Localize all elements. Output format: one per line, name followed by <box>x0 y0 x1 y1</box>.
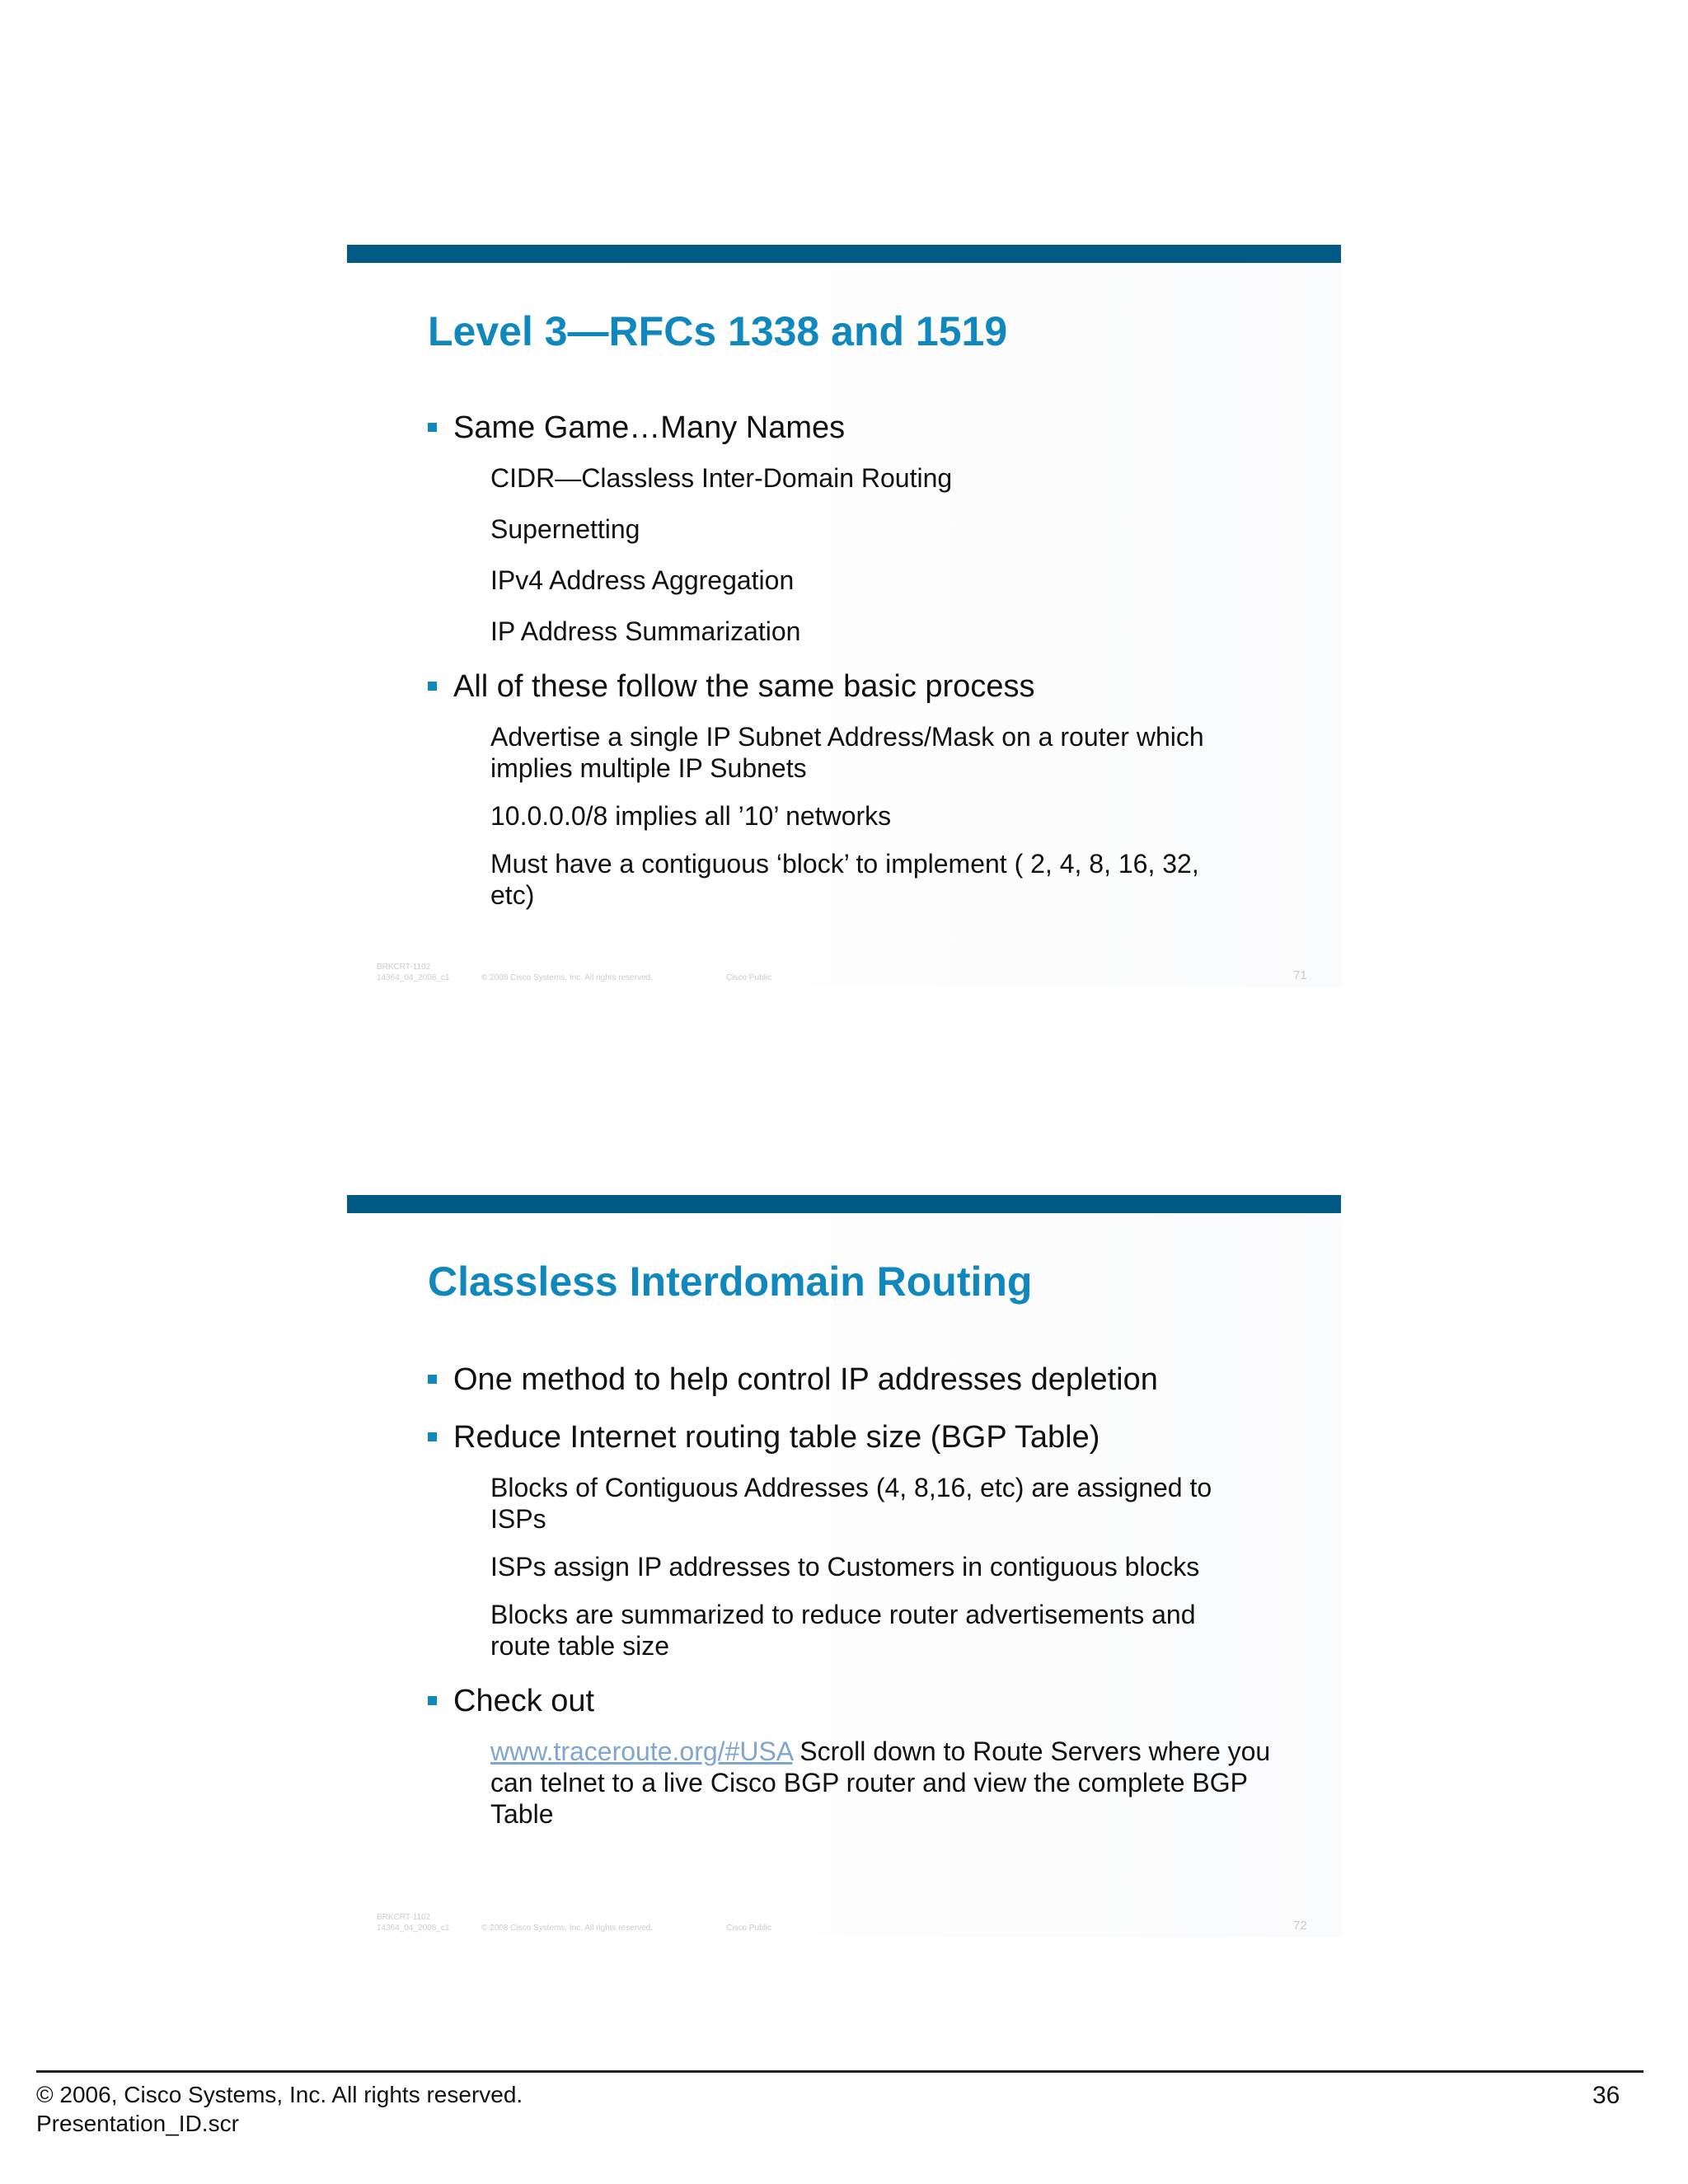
sub-bullet-item: Blocks of Contiguous Addresses (4, 8,16, etc) are assigned to ISPs <box>490 1473 1212 1534</box>
footer-divider <box>36 2070 1643 2073</box>
slide-71 <box>347 245 1341 987</box>
sub-bullet-item: Advertise a single IP Subnet Address/Mask on a router which implies multiple IP Subnets <box>490 722 1204 783</box>
sub-bullet-item: CIDR—Classless Inter-Domain Routing <box>490 463 953 493</box>
slide-number: 71 <box>1293 968 1307 982</box>
square-bullet-icon <box>428 682 437 691</box>
bullet-item: One method to help control IP addresses depletion <box>428 1361 1268 1398</box>
square-bullet-icon <box>428 1696 437 1705</box>
slide-title: Level 3—RFCs 1338 and 1519 <box>428 308 1008 354</box>
slide-footer <box>377 962 772 983</box>
square-bullet-icon <box>428 423 437 432</box>
square-bullet-icon <box>428 1375 437 1384</box>
slide-course-code: BRKCRT-1102 <box>377 963 431 972</box>
traceroute-link[interactable]: www.traceroute.org/#USA <box>490 1736 793 1766</box>
slide-72 <box>347 1195 1341 1937</box>
footer-presentation-id: Presentation_ID.scr <box>36 2111 239 2136</box>
slide-course-code: BRKCRT-1102 <box>377 1913 431 1922</box>
slide-footer <box>377 1912 772 1933</box>
bullet-item: Check out <box>428 1683 1268 1719</box>
slide-header-bar <box>347 245 1341 263</box>
slide-title: Classless Interdomain Routing <box>428 1258 1033 1305</box>
sub-bullet-item: Blocks are summarized to reduce router advertisements and route table size <box>490 1600 1196 1661</box>
slide-number: 72 <box>1293 1919 1307 1933</box>
sub-bullet-item: IPv4 Address Aggregation <box>490 565 795 595</box>
sub-bullet-item: 10.0.0.0/8 implies all ’10’ networks <box>490 801 892 831</box>
footer-copyright: © 2006, Cisco Systems, Inc. All rights reserved. <box>36 2082 523 2107</box>
slide-content <box>428 1361 1271 1846</box>
sub-bullet-item: Must have a contiguous ‘block’ to implement ( 2, 4, 8, 16, 32, etc) <box>490 849 1199 910</box>
sub-bullet-item: Supernetting <box>490 514 640 544</box>
bullet-item: All of these follow the same basic process <box>428 668 1268 705</box>
link-description: Scroll down to Route Servers where you can telnet to a live Cisco BGP router and view the complete BGP Table <box>490 1736 1271 1829</box>
slide-content <box>428 410 1268 927</box>
bullet-item: Reduce Internet routing table size (BGP Table) <box>428 1419 1268 1455</box>
slide-classification: Cisco Public <box>726 973 772 982</box>
slide-classification: Cisco Public <box>726 1924 772 1933</box>
slide-deck-code: 14364_04_2008_c1 <box>377 1924 450 1933</box>
slide-copyright: © 2008 Cisco Systems, Inc. All rights reserved. <box>481 1924 654 1933</box>
slide-deck-code: 14364_04_2008_c1 <box>377 973 450 982</box>
square-bullet-icon <box>428 1432 437 1441</box>
page-footer <box>36 2080 523 2138</box>
sub-bullet-item: ISPs assign IP addresses to Customers in contiguous blocks <box>490 1552 1200 1582</box>
sub-bullet-item: IP Address Summarization <box>490 616 801 646</box>
bullet-item: Same Game…Many Names <box>428 410 1268 446</box>
slide-copyright: © 2008 Cisco Systems, Inc. All rights reserved. <box>481 973 654 982</box>
slide-header-bar <box>347 1195 1341 1213</box>
page-number: 36 <box>1592 2082 1620 2109</box>
sub-bullet-item <box>490 1736 1282 1830</box>
